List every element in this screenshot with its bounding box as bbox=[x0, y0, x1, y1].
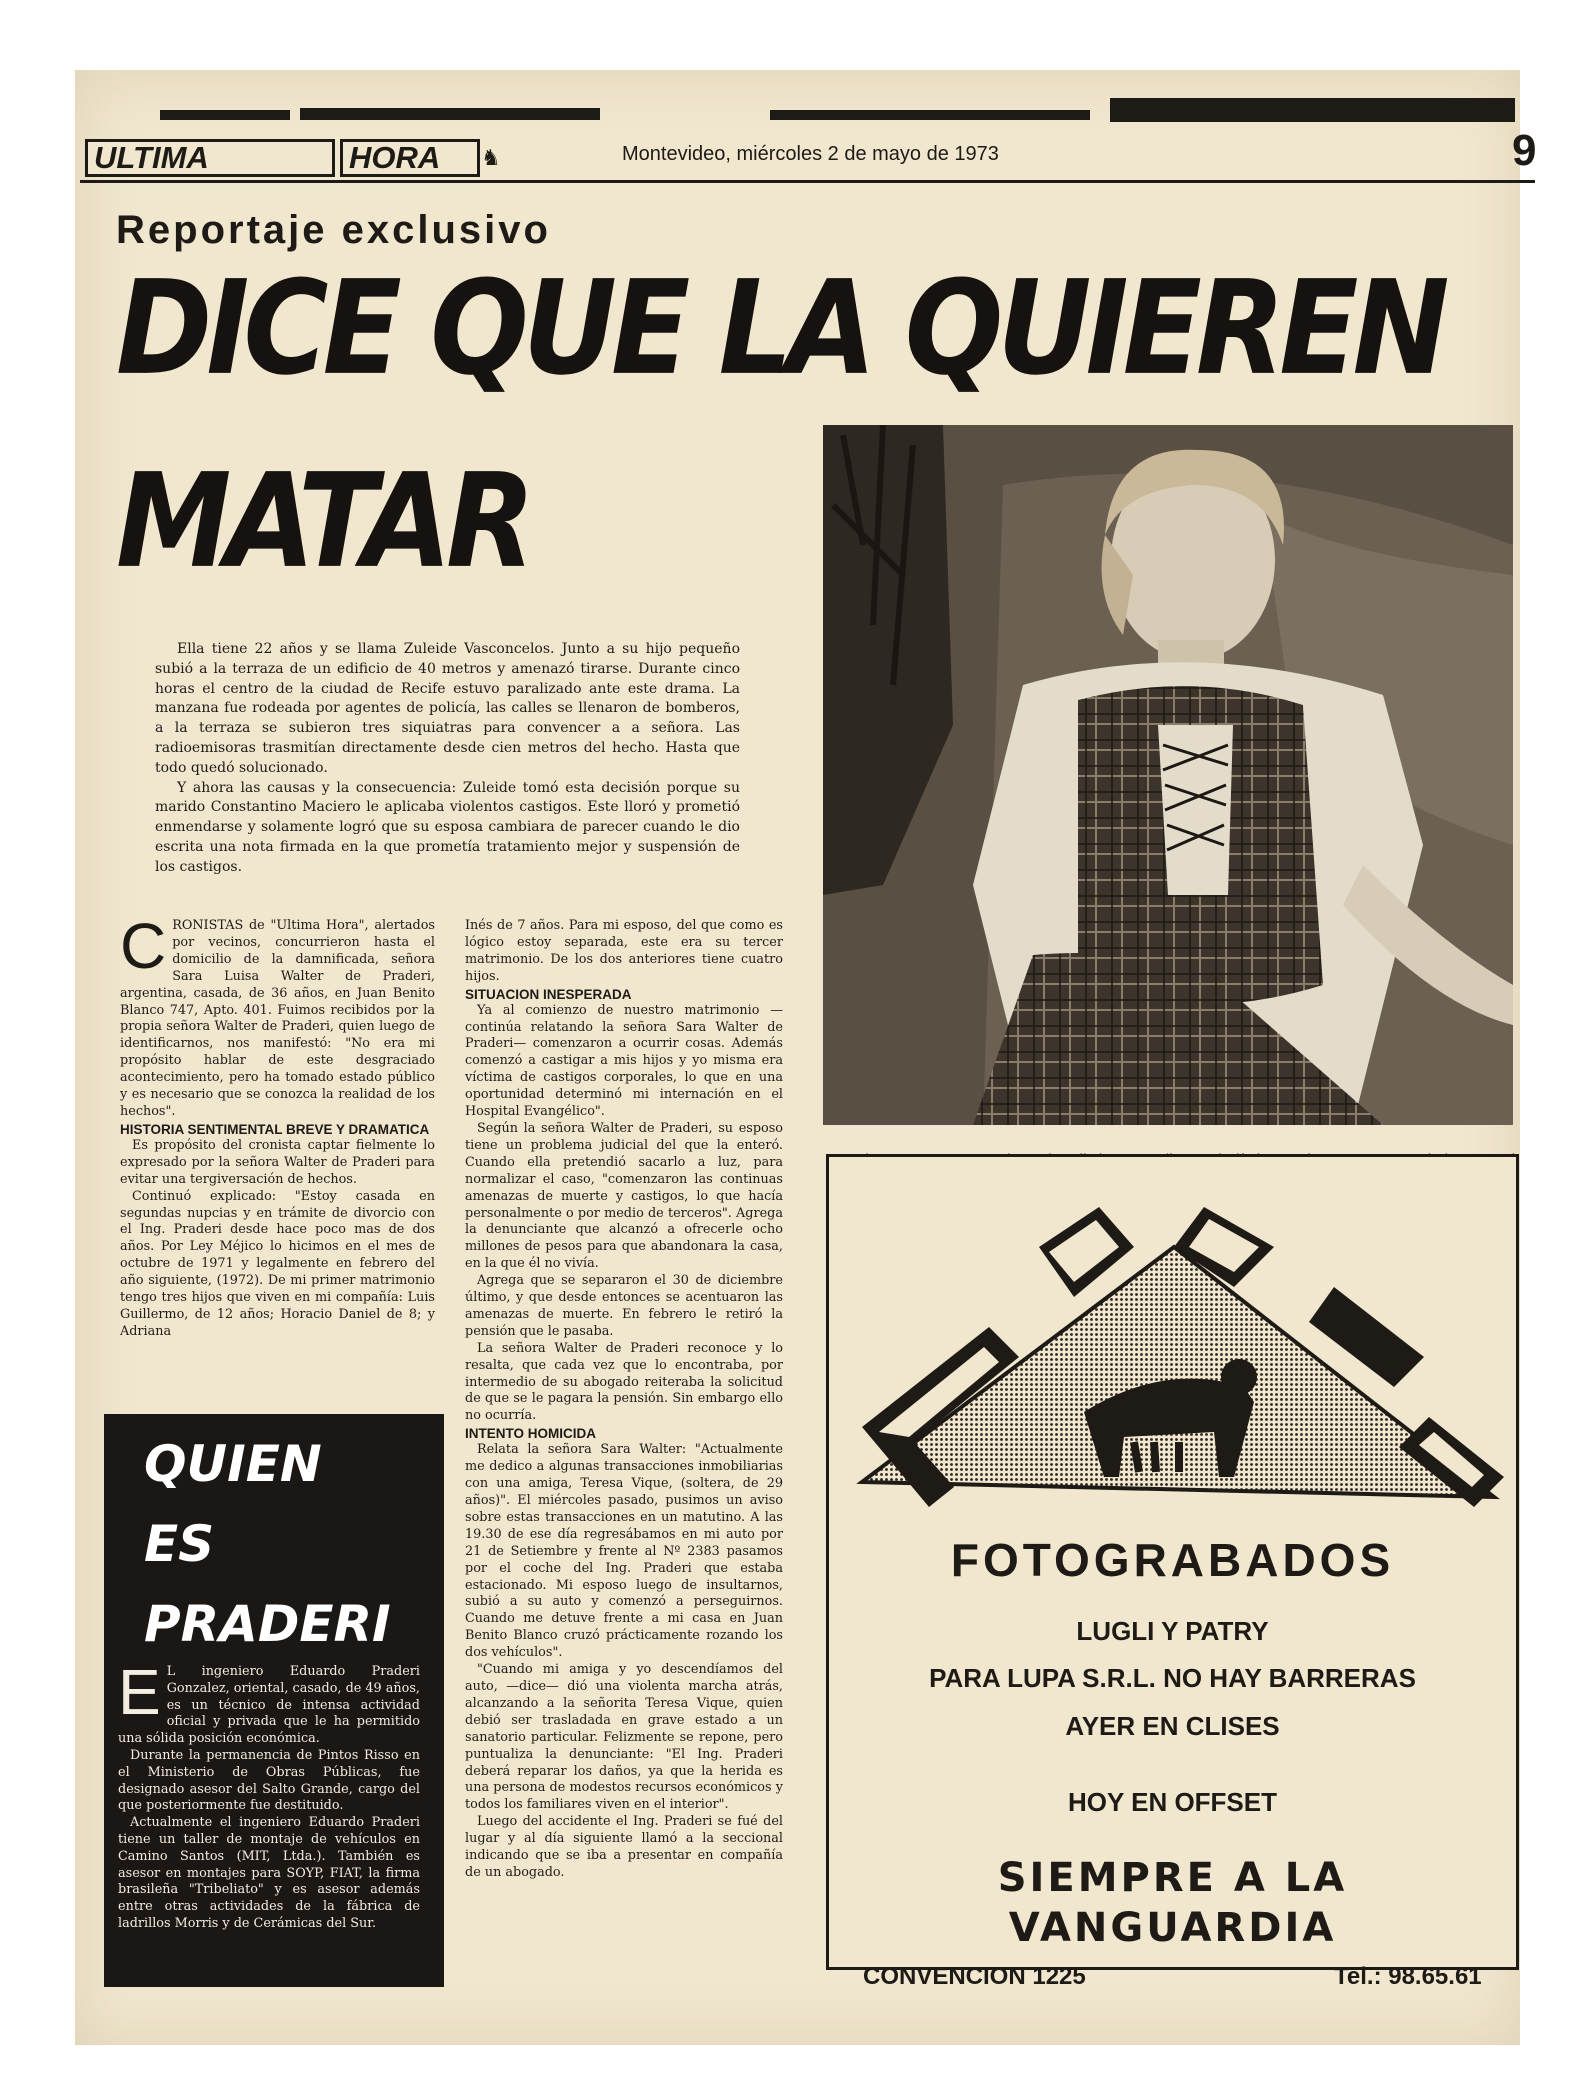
sidebar-title-line: QUIEN bbox=[144, 1435, 322, 1493]
body-paragraph: L ingeniero Eduardo Praderi Gonzalez, oriental, casado, de 49 años, es un técnico de intensa actividad oficial y privada que le ha permitido una sólida posición económica. bbox=[118, 1664, 420, 1747]
masthead-rule bbox=[80, 180, 1535, 183]
body-paragraph: Inés de 7 años. Para mi esposo, del que como es lógico estoy separada, este era su tercer matrimonio. De los dos anteriores tiene cuatro hijos. bbox=[465, 918, 783, 984]
sidebar-title-line: PRADERI bbox=[144, 1595, 391, 1653]
headline-line-2: MATAR bbox=[116, 446, 530, 598]
body-paragraph: La señora Walter de Praderi reconoce y lo resalta, que cada vez que lo encontraba, por intermedio de su abogado reiteraba la solicitud de que se le pagara la pensión. Sin embargo ello no ocurría. bbox=[465, 1340, 783, 1424]
body-paragraph: RONISTAS de "Ultima Hora", alertados por vecinos, concurrieron hasta el domicilio de la damnificada, señora Sara Luisa Walter de Praderi, argentina, casada, de 36 años, en Juan Benito Blanco 747, Apto. 401. Fuimos recibidos por la propia señora Walter de Praderi, quien luego de identificarnos, nos manifestó: "No era mi propósito hablar de este desgraciado acontecimiento, pero ha tomado estado público y es necesario que se conozca la realidad de los hechos". bbox=[120, 918, 435, 1119]
article-column-1 bbox=[120, 910, 435, 1341]
ad-line: HOY EN OFFSET bbox=[1068, 1787, 1277, 1817]
previous-page-strip bbox=[80, 88, 1515, 122]
drop-cap: C bbox=[120, 910, 167, 982]
headline-line-1: DICE QUE LA QUIEREN bbox=[116, 253, 1444, 405]
body-paragraph: Agrega que se separaron el 30 de diciembre último, y que desde entonces se acentuaron las amenazas de muerte. En febrero le retiró la pensión que le pasaba. bbox=[465, 1273, 783, 1339]
body-paragraph: "Cuando mi amiga y yo descendíamos del auto, —dice— dió una violenta marcha atrás, alcanzando a la señorita Teresa Vique, quien debió ser trasladada en grave estado a un sanatorio particular. Felizmente se repone, pero puntualiza la denunciante: "El Ing. Praderi deberá reparar los daños, ya que la herida es una persona de modestos recursos económicos y todos los familiares viven en el interior". bbox=[465, 1662, 783, 1813]
sidebar-title bbox=[144, 1424, 391, 1664]
body-paragraph: Según la señora Walter de Praderi, su esposo tiene un problema judicial del que la enteró. Cuando ella pretendió sacarlo a luz, para normalizar el caso, "comenzaron las continuas amenazas de muerte y castigos, lo que hacía personalmente o por medio de terceros". Agrega la denunciante que alcanzó a ofrecerle ocho millones de pesos para que abandonara la casa, en la que él no vivía. bbox=[465, 1120, 783, 1272]
body-paragraph: Relata la señora Sara Walter: "Actualmente me dedico a algunas transacciones inmobiliarias con una amiga, Teresa Vique, (soltera, de 29 años)". El miércoles pasado, pusimos un aviso sobre estas transacciones en un matutino. A las 19.30 de ese día regresábamos en mi auto por 21 de Setiembre y frente al Nº 2383 pasamos por el coche del Ing. Praderi que estaba estacionado. Mi esposo luego de insultarnos, subió a su auto y comenzó a perseguirnos. Cuando me detuve frente a mi casa en Juan Benito Blanco cruzó prácticamente rozando los dos vehículos". bbox=[465, 1442, 783, 1661]
logo-hora: HORA bbox=[340, 139, 480, 177]
kicker: Reportaje exclusivo bbox=[116, 208, 551, 252]
subheading: INTENTO HOMICIDA bbox=[465, 1426, 596, 1442]
horseman-icon: ♞ bbox=[481, 145, 501, 170]
lupa-advertisement bbox=[826, 1154, 1519, 1990]
ad-address: CONVENCION 1225 bbox=[863, 1963, 1086, 1990]
body-paragraph: Ya al comienzo de nuestro matrimonio —continúa relatando la señora Sara Walter de Praderi— comenzaron a ocurrir cosas. Además comenzó a castigar a mis hijos y yo misma era víctima de castigos corporales, lo que en una oportunidad determinó mi internación en el Hospital Evangélico". bbox=[465, 1002, 783, 1120]
ad-fotograbados: FOTOGRABADOS bbox=[950, 1534, 1395, 1586]
woman-portrait-photo bbox=[823, 425, 1513, 1125]
logo-ultima: ULTIMA bbox=[85, 139, 335, 177]
subheading: SITUACION INESPERADA bbox=[465, 986, 632, 1002]
masthead-logo bbox=[85, 135, 501, 183]
drop-cap: E bbox=[118, 1656, 161, 1728]
subheading: HISTORIA SENTIMENTAL BREVE Y DRAMATICA bbox=[120, 1121, 430, 1137]
ad-slogan: VANGUARDIA bbox=[1008, 1905, 1337, 1951]
body-paragraph: Continuó explicado: "Estoy casada en segundas nupcias y en trámite de divorcio con el Ing. Praderi desde hace poco mas de dos años. Por Ley Méjico lo hicimos en el mes de octubre de 1971 y legalmente en febrero del año siguiente, (1972). De mi primer matrimonio tengo tres hijos que viven en mi compañía: Luis Guillermo, de 12 años; Horacio Daniel de 8; y Adriana bbox=[120, 1188, 435, 1339]
article-column-2 bbox=[465, 918, 783, 1882]
ad-line: PARA LUPA S.R.L. NO HAY BARRERAS bbox=[929, 1663, 1416, 1693]
sidebar-body bbox=[118, 1656, 420, 1933]
article-intro bbox=[155, 640, 740, 878]
ad-line: AYER EN CLISES bbox=[1065, 1711, 1280, 1741]
body-paragraph: Actualmente el ingeniero Eduardo Praderi tiene un taller de montaje de vehículos en Camino Santos (MIT, Ltda.). También es asesor en montajes para SOYP, FIAT, la firma brasileña "Tribeliato" y es asesor además entre otras actividades de la fábrica de ladrillos Morris y de Cerámicas del Sur. bbox=[118, 1815, 420, 1931]
intro-paragraph: Y ahora las causas y la consecuencia: Zuleide tomó esta decisión porque su marido Constantino Maciero le aplicaba violentos castigos. Este lloró y prometió enmendarse y solamente logró que su esposa cambiara de parecer cuando le dio escrita una nota firmada en la que prometía tratamiento mejor y suspensión de los castigos. bbox=[155, 779, 740, 875]
body-paragraph: Luego del accidente el Ing. Praderi se fué del lugar y al día siguiente llamó a la seccional indicando que se iba a presentar en compañía de un abogado. bbox=[465, 1814, 783, 1880]
ad-phone: Tel.: 98.65.61 bbox=[1334, 1963, 1482, 1990]
dateline: Montevideo, miércoles 2 de mayo de 1973 bbox=[622, 143, 999, 165]
intro-paragraph: Ella tiene 22 años y se llama Zuleide Vasconcelos. Junto a su hijo pequeño subió a la terraza de un edificio de 40 metros y amenazó tirarse. Durante cinco horas el centro de la ciudad de Recife estuvo paralizado ante este drama. La manzana fue rodeada por agentes de policía, las calles se llenaron de bomberos, a la terraza se subieron tres siquiatras para convencer a a señora. Las radioemisoras trasmitían directamente desde cien metros del hecho. Hasta que todo quedó solucionado. bbox=[155, 641, 740, 776]
page-number: 9 bbox=[1512, 126, 1537, 175]
sidebar-title-line: ES bbox=[144, 1515, 215, 1573]
ad-line: LUGLI Y PATRY bbox=[1076, 1616, 1269, 1646]
body-paragraph: Es propósito del cronista captar fielmente lo expresado por la señora Walter de Praderi para evitar una tergiversación de hechos. bbox=[120, 1137, 435, 1187]
ad-slogan: SIEMPRE A LA bbox=[997, 1855, 1348, 1901]
sidebar-box bbox=[104, 1414, 444, 1987]
article-photo bbox=[823, 425, 1513, 1125]
body-paragraph: Durante la permanencia de Pintos Risso en el Ministerio de Obras Públicas, fue designado asesor del Salto Grande, cargo del que posteriormente fue destituido. bbox=[118, 1747, 420, 1814]
